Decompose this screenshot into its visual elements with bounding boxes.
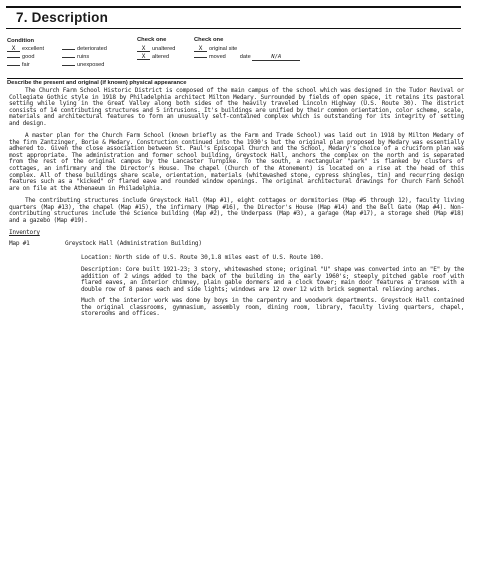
condition-mark xyxy=(7,57,20,58)
description-heading: Describe the present and original (if known) physical appearance xyxy=(7,80,187,86)
site-label: original site xyxy=(209,46,238,52)
condition-option[interactable] xyxy=(7,46,44,52)
site-mark: X xyxy=(194,46,207,52)
condition-option[interactable] xyxy=(7,62,30,68)
condition-label: fair xyxy=(22,62,30,68)
alteration-option[interactable] xyxy=(137,46,175,52)
condition-block xyxy=(7,37,387,77)
date-label: date xyxy=(239,54,251,60)
site-mark xyxy=(194,57,207,58)
inventory-entry xyxy=(9,241,464,323)
condition-option[interactable] xyxy=(62,62,104,68)
condition-mark xyxy=(62,57,75,58)
condition-option[interactable] xyxy=(62,54,89,60)
condition-label: good xyxy=(22,54,35,60)
building-location: Location: North side of U.S. Route 30,1.8 miles east of U.S. Route 100. xyxy=(81,254,324,262)
inventory-title: Inventory xyxy=(9,229,40,237)
building-interior: Much of the interior work was done by boys in the carpentry and woodwork departments. Greystock Hall contained the original classrooms, gymnasium, assembly room, dining room, library, faculty living quarters, chapel, storerooms and offices. xyxy=(81,297,464,318)
condition-heading: Condition xyxy=(7,38,35,44)
condition-option[interactable] xyxy=(7,54,34,60)
section-title: 7. Description xyxy=(16,10,109,25)
check-one-heading: Check one xyxy=(137,37,167,43)
description-paragraph: The contributing structures include Greystock Hall (Map #1), eight cottages or dormitories (Map #5 through 12), faculty living quarters (Map #13), the chapel (Map #15), the infirmary (Map #16), the Director's House (Map #14) and the Bell Gate (Map #4). Non-contributing structures include the Science building (Map #2), the Underpass (Map #3), a garage (Map #17), a storage shed (Map #18) and a gazebo (Map #19). xyxy=(9,197,464,224)
site-option[interactable] xyxy=(194,46,237,52)
condition-label: excellent xyxy=(22,46,45,52)
building-name: Greystock Hall (Administration Building) xyxy=(65,239,202,247)
date-field[interactable]: N/A xyxy=(252,54,300,61)
condition-option[interactable] xyxy=(62,46,107,52)
condition-label: unexposed xyxy=(77,62,105,68)
building-description: Description: Core built 1921-23; 3 story, whitewashed stone; original "U" shape was converted into an "E" by the addition of 2 wings added to the back of the building in the early 1960's; steeply pitched gable roof with flared eaves, an interior chimney, plain gable dormers and a clock tower; main door features a transom with a double row of 8 panes each and side lights; windows are 12 over 12 with brick segmental relieving arches. xyxy=(81,266,464,293)
condition-label: deteriorated xyxy=(77,46,107,52)
alteration-label: unaltered xyxy=(152,46,176,52)
site-option[interactable] xyxy=(194,54,300,61)
description-paragraph: The Church Farm School Historic District is composed of the main campus of the school which was designed in the Tudor Revival or Collegiate Gothic style in 1918 by Philadelphia architect Milton Medary. Surrounded by fields of open space, it retains its pastoral setting while lying in the Great Valley along both sides of the heavily traveled Lincoln Highway (U.S. Route 30). The district consists of 14 contributing structures and 5 intrusions. It's buildings are unified by their common orientation, color scheme, scale, materials and architectural features to form an unusually self-contained complex which is outstanding for its integrity of setting and design. xyxy=(9,87,464,127)
condition-mark: X xyxy=(7,46,20,52)
condition-label: ruins xyxy=(77,54,90,60)
description-divider xyxy=(7,78,463,79)
section-header xyxy=(6,6,461,29)
condition-mark xyxy=(62,49,75,50)
map-number: Map #1 xyxy=(9,239,30,247)
site-label: moved xyxy=(209,54,226,60)
condition-mark xyxy=(62,65,75,66)
description-body xyxy=(9,88,464,323)
condition-mark xyxy=(7,65,20,66)
alteration-mark: X xyxy=(137,46,150,52)
check-one-heading: Check one xyxy=(194,37,224,43)
description-paragraph: A master plan for the Church Farm School (known briefly as the Farm and Trade School) was laid out in 1918 by Milton Medary of the firm Zantzinger, Borie & Medary. Construction continued into the 1930's but the original plan proposed by Medary was essentially adhered to. Given the close association between St. Paul's Episcopal Church and the School, Medary's choice of a cruciform plan was most appropriate. The administration and former school building, Greystock Hall, anchors the complex on the north and is separated from the rest of the original campus by the Lancaster Turnpike. To the south, a rectangular "park" is flanked by clusters of cottages, an infirmary and the Director's House. The chapel (Church of the Atonement) is located on a rise at the head of this complex. All of these buildings share scale, orientation, materials (whitewashed stone, cypress shingles, tin) and recurring design features such as a "kicked" or flared eave and rounded window openings. The original architectural drawings for Church Farm School are on file at the Athenaeum in Philadelphia. xyxy=(9,132,464,192)
alteration-option[interactable] xyxy=(137,54,169,60)
alteration-label: altered xyxy=(152,54,170,60)
alteration-mark: X xyxy=(137,54,150,60)
